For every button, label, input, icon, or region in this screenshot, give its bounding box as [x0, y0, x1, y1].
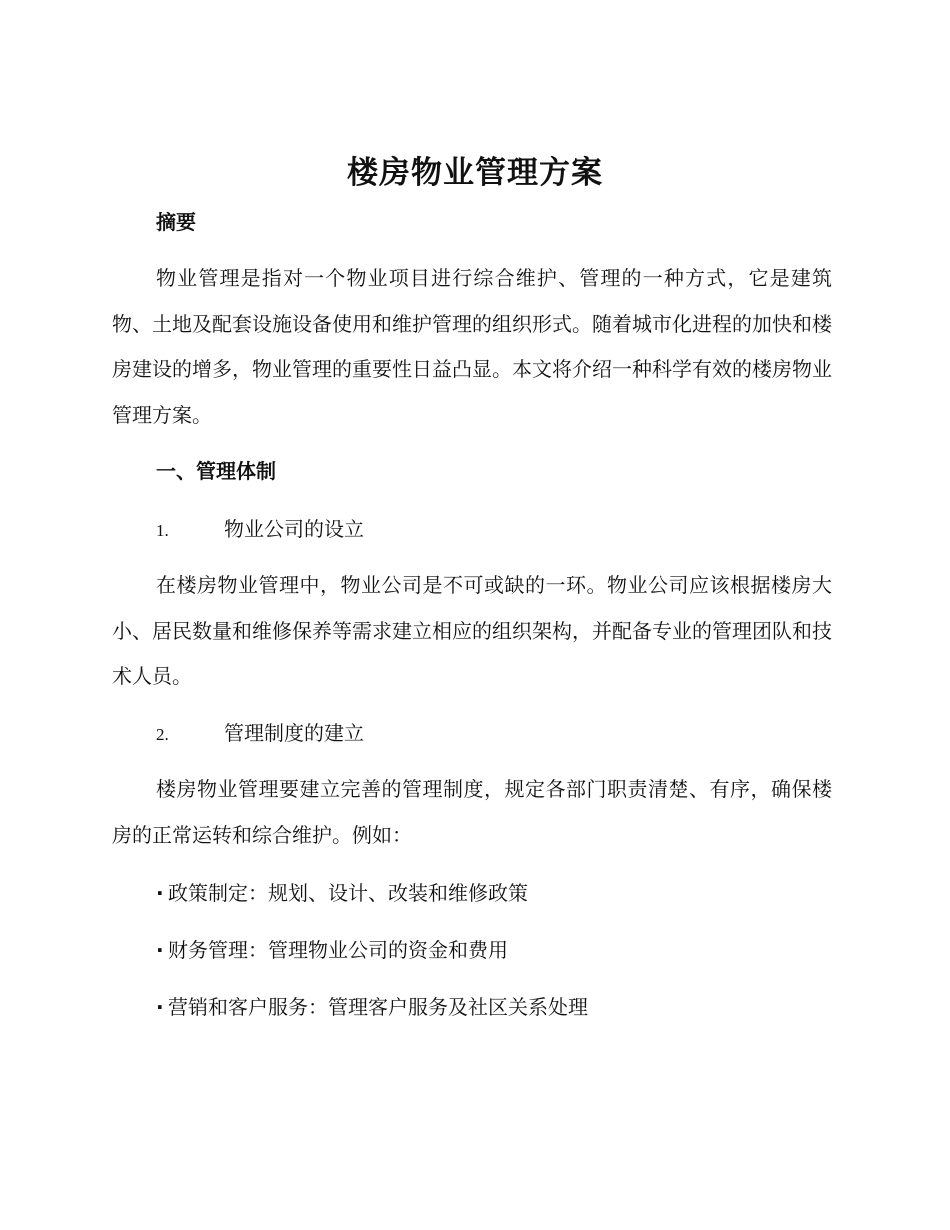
- bullet-item: [156, 936, 508, 964]
- abstract-paragraph: 物业管理是指对一个物业项目进行综合维护、管理的一种方式，它是建筑物、土地及配套设施设备使用和维护管理的组织形式。随着城市化进程的加快和楼房建设的增多，物业管理的重要性日益凸显。本文将介绍一种科学有效的楼房物业管理方案。: [112, 266, 832, 427]
- item-number: 2.: [156, 725, 169, 744]
- item-label: 物业公司的设立: [224, 517, 364, 541]
- item-1-paragraph: 在楼房物业管理中，物业公司是不可或缺的一环。物业公司应该根据楼房大小、居民数量和维修保养等需求建立相应的组织架构，并配备专业的管理团队和技术人员。: [112, 573, 832, 688]
- item-label: 管理制度的建立: [224, 721, 364, 745]
- bullet-text: 政策制定：规划、设计、改装和维修政策: [168, 881, 528, 905]
- bullet-item: [156, 993, 588, 1021]
- bullet-marker: ·: [156, 938, 164, 962]
- bullet-text: 财务管理：管理物业公司的资金和费用: [168, 938, 508, 962]
- section-heading-management-system: 一、管理体制: [156, 459, 276, 483]
- bullet-marker: ·: [156, 995, 164, 1019]
- bullet-text: 营销和客户服务：管理客户服务及社区关系处理: [168, 995, 588, 1019]
- numbered-item-2: [156, 719, 364, 749]
- numbered-item-1: [156, 515, 364, 545]
- bullet-marker: ·: [156, 881, 164, 905]
- bullet-item: [156, 879, 528, 907]
- abstract-heading: 摘要: [156, 210, 196, 234]
- document-title: 楼房物业管理方案: [347, 155, 603, 191]
- item-2-paragraph: 楼房物业管理要建立完善的管理制度，规定各部门职责清楚、有序，确保楼房的正常运转和综合维护。例如：: [112, 777, 832, 847]
- item-number: 1.: [156, 521, 169, 540]
